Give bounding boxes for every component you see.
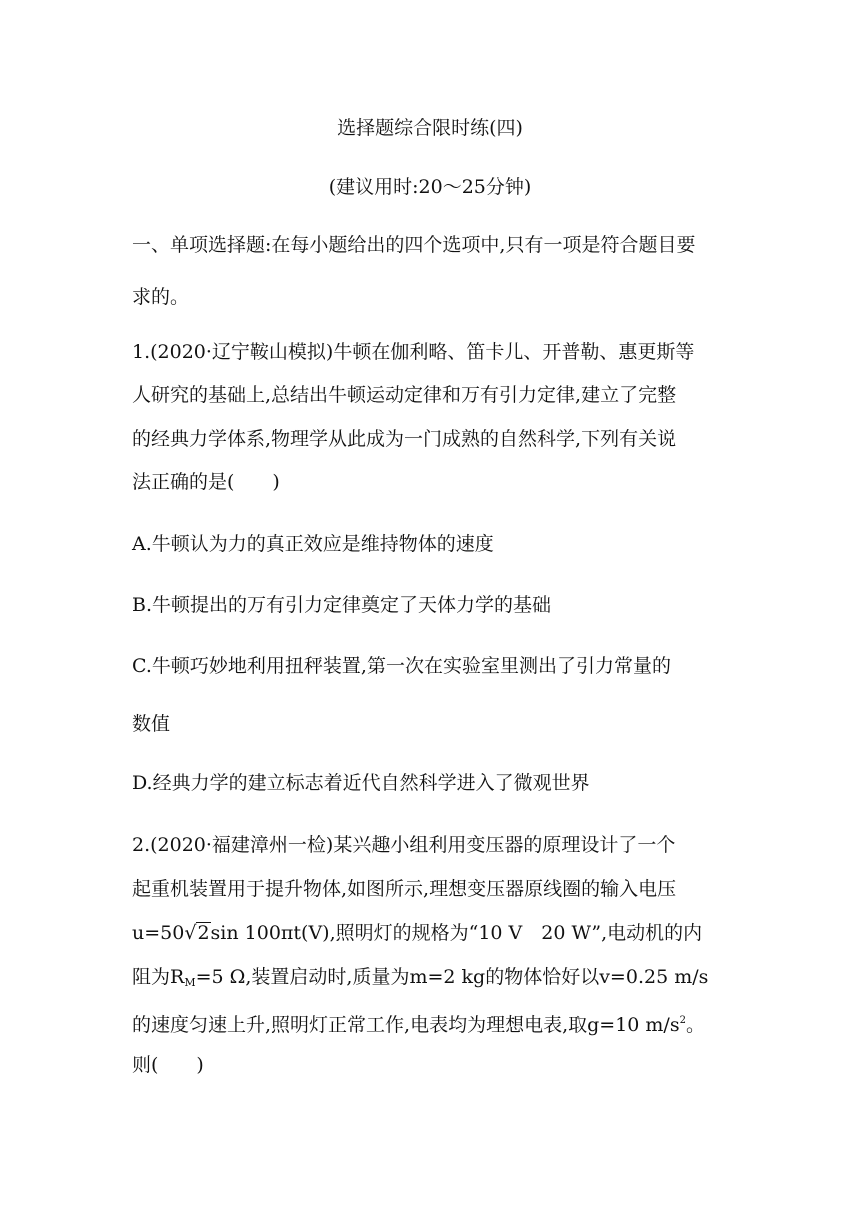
q2-stem-line-1: 2.(2020·福建漳州一检)某兴趣小组利用变压器的原理设计了一个 [132, 834, 676, 856]
q2-stem-line-3 [132, 921, 702, 945]
q1-option-c-line-2: 数值 [132, 713, 171, 735]
q2-line-5-start: 的速度匀速上升,照明灯正常工作,电表均为理想电表,取g=10 m/s [132, 1014, 680, 1036]
q1-stem-line-4: 法正确的是( ) [132, 471, 280, 493]
q1-option-b: B.牛顿提出的万有引力定律奠定了天体力学的基础 [132, 594, 552, 616]
section-heading-line-2: 求的。 [132, 286, 190, 308]
q2-stem-line-6: 则( ) [132, 1054, 204, 1076]
q1-stem-line-3: 的经典力学体系,物理学从此成为一门成熟的自然科学,下列有关说 [132, 428, 677, 450]
q1-stem-line-2: 人研究的基础上,总结出牛顿运动定律和万有引力定律,建立了完整 [132, 384, 677, 406]
q2-stem-line-5 [132, 1009, 705, 1037]
section-heading-line-1: 一、单项选择题:在每小题给出的四个选项中,只有一项是符合题目要 [132, 234, 696, 256]
q2-line-3-rest: sin 100πt(V),照明灯的规格为“10 V 20 W”,电动机的内 [210, 922, 703, 944]
exponent-superscript: 2 [679, 1015, 686, 1026]
time-suggestion: (建议用时:20～25分钟) [328, 176, 532, 198]
q2-voltage-expression: u=50 [132, 922, 185, 944]
q2-line-5-end: 。 [685, 1014, 705, 1036]
q1-option-d: D.经典力学的建立标志着近代自然科学进入了微观世界 [132, 772, 590, 794]
resistance-subscript: M [184, 976, 196, 989]
q1-option-c-line-1: C.牛顿巧妙地利用扭秤装置,第一次在实验室里测出了引力常量的 [132, 655, 671, 677]
q2-line-4-start: 阻为R [132, 966, 185, 988]
page-title: 选择题综合限时练(四) [337, 117, 523, 139]
q1-stem-line-1: 1.(2020·辽宁鞍山模拟)牛顿在伽利略、笛卡儿、开普勒、惠更斯等 [132, 341, 695, 363]
q1-option-a: A.牛顿认为力的真正效应是维持物体的速度 [132, 533, 494, 555]
q2-stem-line-2: 起重机装置用于提升物体,如图所示,理想变压器原线圈的输入电压 [132, 878, 677, 900]
sqrt-radicand: 2 [197, 922, 210, 944]
sqrt-sign: √ [184, 922, 197, 944]
q2-line-4-rest: =5 Ω,装置启动时,质量为m=2 kg的物体恰好以v=0.25 m/s [195, 966, 709, 988]
q2-stem-line-4 [132, 965, 708, 995]
